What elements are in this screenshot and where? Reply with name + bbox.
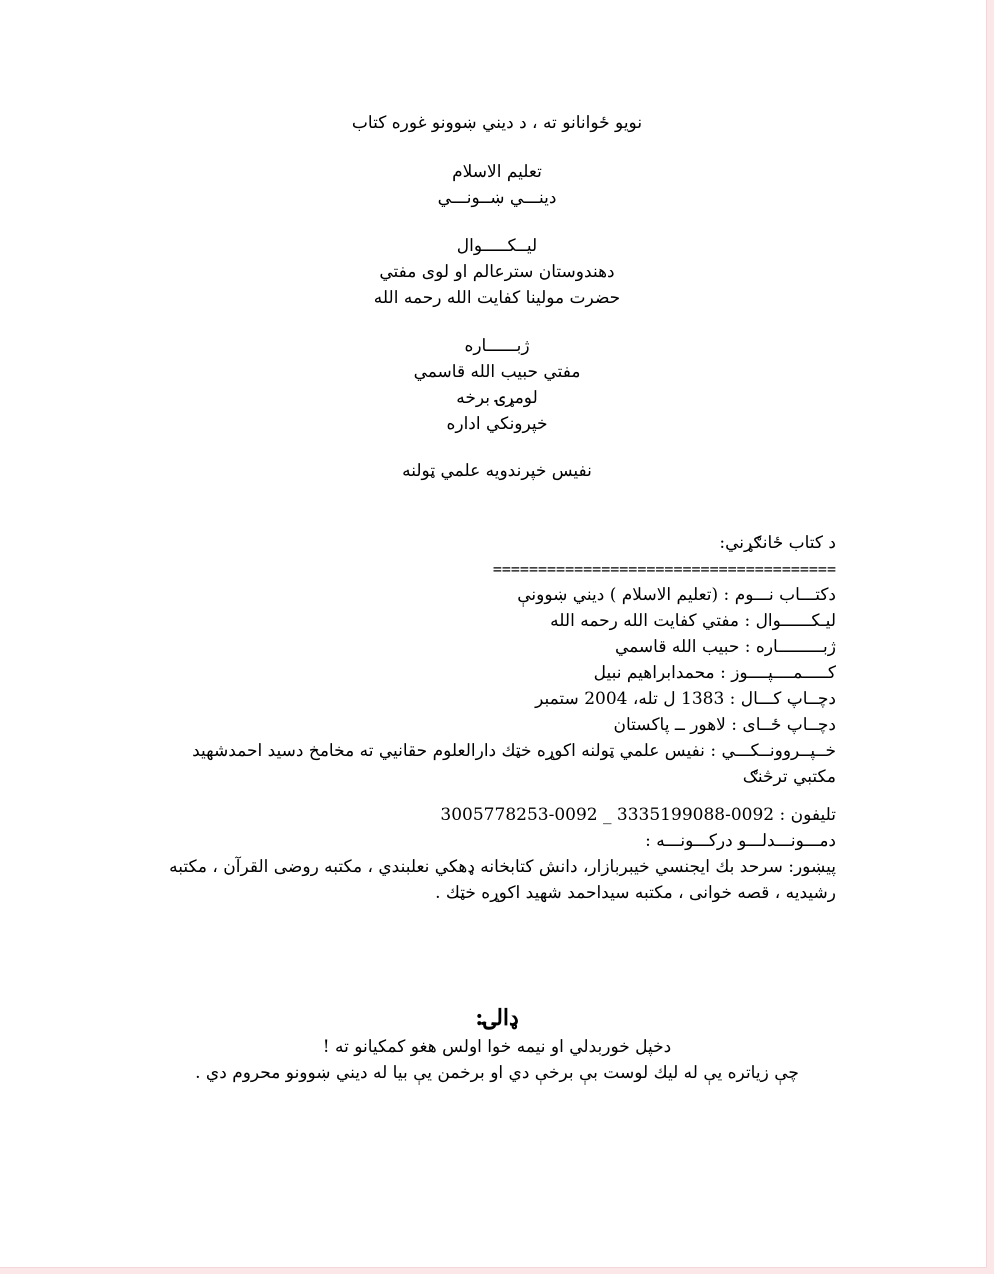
book-info-section (161, 530, 836, 790)
publisher-name: نفيس خپرندويه علمي ټولنه (402, 461, 592, 481)
book-title: تعليم الاسلام (452, 162, 542, 182)
distributors-heading: دمـــونـــدلـــو دركـــونـــه : (645, 831, 836, 851)
dedication-section (0, 1002, 994, 1086)
separator-line: ====================================== (492, 560, 836, 578)
intro-line: نويو ځوانانو ته ، د ديني ښوونو غوره كتاب (351, 113, 643, 133)
info-line-print-year: دچــاپ كـــال : 1383 ل تله، 2004 ستمبر (535, 689, 836, 709)
author-heading: ليــكـــــوال (456, 236, 538, 256)
author-description: دهندوستان سترعالم او لوى مفتي (379, 262, 615, 282)
dedication-line-1: دخپل خوربدلي او نيمه خوا اولس هغو كمكيانو ته ! (322, 1037, 672, 1057)
book-title-block (0, 159, 994, 211)
contact-section (161, 802, 836, 906)
info-line-publisher: خــپــروونــكـــي : نفيس علمي ټولنه اكوړه خټك دارالعلوم حقانيي ته مخامخ دسيد احمدشهيد مكتبي ترڅنګ (192, 741, 836, 787)
author-name: حضرت مولينا كفايت الله رحمه الله (373, 288, 621, 308)
author-block (0, 233, 994, 311)
info-line-name: دكتـــاب نـــوم : (تعليم الاسلام ) ديني ښوونې (517, 585, 836, 605)
info-line-composer: كـــــمــــپــــوز : محمدابراهيم نبيل (593, 663, 836, 683)
translation-heading: ژبــــــاره (464, 336, 530, 356)
info-line-translator: ژبـــــــــاره : حبيب الله قاسمي (614, 637, 836, 657)
publisher-heading: خپرونكي اداره (446, 414, 548, 434)
translation-block (0, 333, 994, 437)
dedication-heading: ډالۍ: (475, 1005, 519, 1031)
book-subtitle: دينـــي ښــونـــي (437, 188, 557, 208)
phone-line: تليفون : 0092-3335199088 _ 0092-3005778253 (440, 805, 836, 825)
dedication-line-2: چې زياتره يې له ليك لوست بې برخې دي او برخمن يې بيا له ديني ښوونو محروم دي . (195, 1063, 799, 1083)
info-heading: د كتاب ځانګړني: (719, 533, 836, 553)
distributors-text: پيښور: سرحد بك ايجنسي خيبربازار، دانش كتابخانه ډهكي نعلبندي ، مكتبه روضى القرآن ، مكتبه رشيديه ، قصه خوانى ، مكتبه سيداحمد شهيد اكوړه خټك . (169, 857, 836, 903)
info-line-print-place: دچــاپ ځــاى : لاهور ــ پاكستان (613, 715, 836, 735)
translator-part: لومړۍ برخه (456, 388, 538, 408)
translator-name: مفتي حبيب الله قاسمي (413, 362, 581, 382)
info-line-author: ليـكــــــوال : مفتي كفايت الله رحمه الله (550, 611, 836, 631)
